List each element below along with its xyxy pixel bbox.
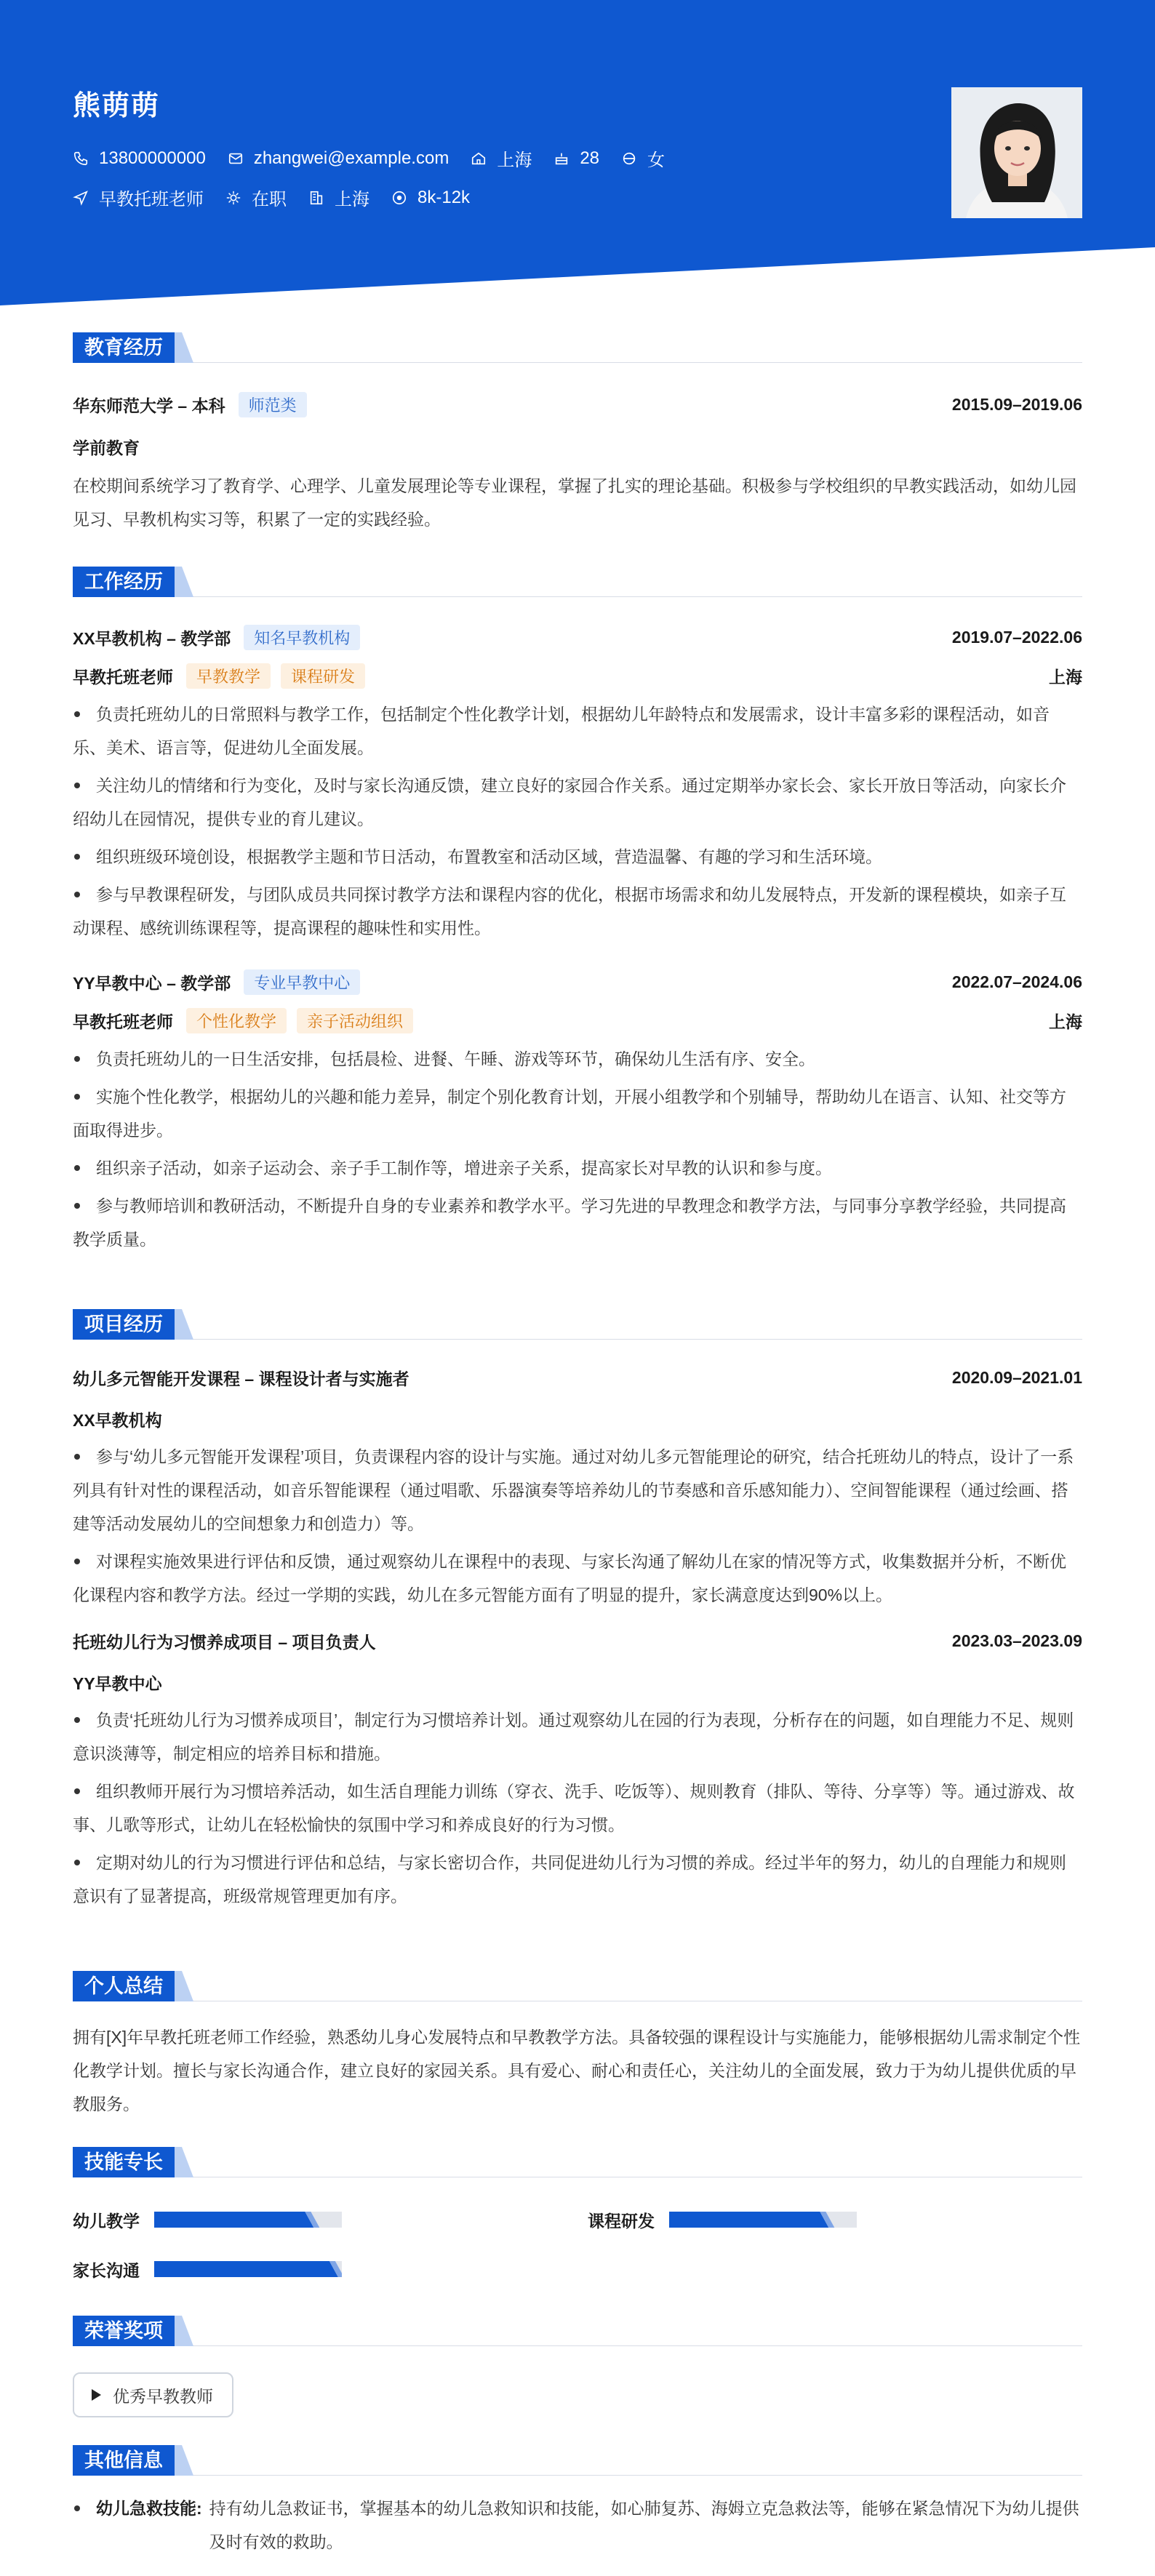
award-name: 优秀早教教师 bbox=[113, 2386, 213, 2406]
awards-section bbox=[73, 2314, 1082, 2417]
profile-photo bbox=[951, 87, 1082, 218]
list-item: 关注幼儿的情绪和行为变化，及时与家长沟通反馈，建立良好的家园合作关系。通过定期举办家长会、家长开放日等活动，向家长介绍幼儿在园情况，提供专业的育儿建议。 bbox=[73, 776, 1066, 828]
list-item: 实施个性化教学，根据幼儿的兴趣和能力差异，制定个别化教育计划，开展小组教学和个别辅导，帮助幼儿在语言、认知、社交等方面取得进步。 bbox=[73, 1087, 1066, 1140]
other-section bbox=[73, 2444, 1082, 2559]
job-target-text: 早教托班老师 bbox=[99, 190, 204, 209]
list-item: 参与早教课程研发，与团队成员共同探讨教学方法和课程内容的优化，根据市场需求和幼儿发展特点，开发新的课程模块，如亲子互动课程、感统训练课程等，提高课程的趣味性和实用性。 bbox=[73, 885, 1066, 937]
project-entry-head bbox=[73, 1629, 1082, 1653]
work-section bbox=[73, 565, 1082, 1256]
other-text: 持有幼儿急救证书，掌握基本的幼儿急救知识和技能，如心肺复苏、海姆立克急救法等，能够在紧急情况下为幼儿提供及时有效的救助。 bbox=[209, 2499, 1079, 2551]
section-divider bbox=[73, 362, 1082, 363]
project-org: XX早教机构 bbox=[73, 1411, 162, 1430]
section-divider bbox=[73, 1339, 1082, 1340]
gender-item bbox=[621, 145, 665, 171]
cake-icon bbox=[553, 151, 569, 167]
section-title-decoration bbox=[172, 2445, 198, 2476]
gender-icon bbox=[621, 151, 637, 167]
skill-name: 课程研发 bbox=[588, 2212, 655, 2231]
skill-bar bbox=[154, 2212, 342, 2228]
send-icon bbox=[73, 190, 89, 206]
section-title bbox=[73, 1308, 1082, 1340]
mail-icon bbox=[228, 151, 244, 167]
list-item: 参与‘幼儿多元智能开发课程’项目，负责课程内容的设计与实施。通过对幼儿多元智能理论的研究，结合托班幼儿的特点，设计了一系列具有针对性的课程活动，如音乐智能课程（通过唱歌、乐器演奏等培养幼儿的节奏感和音乐感知能力）、空间智能课程（通过绘画、搭建等活动发展幼儿的空间想象力和创造力）等。 bbox=[73, 1447, 1074, 1533]
skill-bar-fill bbox=[154, 2261, 338, 2277]
phone-item bbox=[73, 148, 206, 169]
skill-bar-fill bbox=[154, 2212, 313, 2228]
project-date: 2023.03–2023.09 bbox=[951, 1631, 1082, 1650]
section-title-decoration bbox=[172, 332, 198, 363]
age-item bbox=[553, 148, 599, 169]
skill-tag: 早教教学 bbox=[186, 663, 271, 689]
major-name: 学前教育 bbox=[73, 439, 140, 457]
school-badge: 师范类 bbox=[239, 392, 307, 417]
work-role-row bbox=[73, 1008, 1082, 1033]
project-bullets bbox=[73, 1440, 1082, 1612]
home-icon bbox=[471, 151, 487, 167]
status-text: 在职 bbox=[252, 190, 287, 209]
education-date: 2015.09–2019.06 bbox=[951, 395, 1082, 414]
building-icon bbox=[308, 190, 324, 206]
project-date: 2020.09–2021.01 bbox=[951, 1368, 1082, 1387]
email-text: zhangwei@example.com bbox=[253, 148, 449, 168]
resume-header bbox=[0, 0, 1155, 305]
project-bullets bbox=[73, 1703, 1082, 1913]
section-title-label: 技能专长 bbox=[73, 2147, 175, 2177]
section-title-label: 其他信息 bbox=[73, 2445, 175, 2476]
company-name: XX早教机构 – 教学部 bbox=[73, 629, 231, 648]
list-item: 负责托班幼儿的一日生活安排，包括晨检、进餐、午睡、游戏等环节，确保幼儿生活有序、安全。 bbox=[73, 1042, 1082, 1076]
section-divider bbox=[73, 2475, 1082, 2476]
gender-text: 女 bbox=[647, 151, 666, 170]
list-item: 负责‘托班幼儿行为习惯养成项目’，制定行为习惯培养计划。通过观察幼儿在园的行为表现，分析存在的问题，如自理能力不足、规则意识淡薄等，制定相应的培养目标和措施。 bbox=[73, 1711, 1074, 1763]
work-city: 上海 bbox=[1049, 1012, 1082, 1031]
list-item: 组织教师开展行为习惯培养活动，如生活自理能力训练（穿衣、洗手、吃饭等）、规则教育（排队、等待、分享等）等。通过游戏、故事、儿歌等形式，让幼儿在轻松愉快的氛围中学习和养成良好的行为习惯。 bbox=[73, 1782, 1075, 1834]
salary-item bbox=[391, 188, 470, 208]
section-title-label: 个人总结 bbox=[73, 1971, 175, 2001]
location-item bbox=[471, 145, 532, 171]
age-text: 28 bbox=[580, 148, 600, 168]
project-entry bbox=[73, 1366, 1082, 1612]
skill-bar bbox=[154, 2261, 342, 2277]
section-title bbox=[73, 2145, 1082, 2177]
contact-row bbox=[73, 145, 687, 171]
role-name: 早教托班老师 bbox=[73, 1012, 173, 1031]
work-bullets bbox=[73, 1042, 1082, 1256]
summary-section bbox=[73, 1969, 1082, 2121]
section-title-label: 教育经历 bbox=[73, 332, 175, 363]
role-name: 早教托班老师 bbox=[73, 668, 173, 687]
other-label: 幼儿急救技能: bbox=[96, 2499, 202, 2518]
section-title-label: 工作经历 bbox=[73, 567, 175, 597]
education-section bbox=[73, 331, 1082, 536]
section-title bbox=[73, 565, 1082, 597]
play-icon bbox=[92, 2389, 101, 2401]
section-title-decoration bbox=[172, 2147, 198, 2177]
list-item: 定期对幼儿的行为习惯进行评估和总结，与家长密切合作，共同促进幼儿行为习惯的养成。经过半年的努力，幼儿的自理能力和规则意识有了显著提高，班级常规管理更加有序。 bbox=[73, 1853, 1066, 1905]
work-date: 2019.07–2022.06 bbox=[951, 628, 1082, 647]
skill-tag: 个性化教学 bbox=[186, 1008, 287, 1033]
section-title-decoration bbox=[172, 2316, 198, 2346]
skill-tag: 课程研发 bbox=[281, 663, 365, 689]
school-name: 华东师范大学 – 本科 bbox=[73, 396, 225, 415]
status-item bbox=[225, 185, 287, 210]
list-item: 参与教师培训和教研活动，不断提升自身的专业素养和教学水平。学习先进的早教理念和教学方法，与同事分享教学经验，共同提高教学质量。 bbox=[73, 1196, 1066, 1249]
phone-icon bbox=[73, 151, 89, 167]
candidate-name: 熊萌萌 bbox=[73, 91, 161, 121]
work-entry bbox=[73, 969, 1082, 1256]
skill-name: 家长沟通 bbox=[73, 2261, 140, 2280]
section-title bbox=[73, 2444, 1082, 2476]
avatar-image bbox=[951, 87, 1082, 218]
education-entry-head bbox=[73, 392, 1082, 417]
work-entry-head bbox=[73, 969, 1082, 995]
skill-item bbox=[588, 2208, 655, 2232]
project-org: YY早教中心 bbox=[73, 1674, 162, 1693]
location-text: 上海 bbox=[497, 151, 532, 170]
salary-icon bbox=[391, 190, 407, 206]
section-title bbox=[73, 2314, 1082, 2346]
company-badge: 专业早教中心 bbox=[244, 969, 360, 995]
list-item: 对课程实施效果进行评估和反馈，通过观察幼儿在课程中的表现、与家长沟通了解幼儿在家的情况等方式，收集数据并分析，不断优化课程内容和教学方法。经过一学期的实践，幼儿在多元智能方面有了明显的提升，家长满意度达到90%以上。 bbox=[73, 1552, 1066, 1604]
section-divider bbox=[73, 596, 1082, 597]
company-badge: 知名早教机构 bbox=[244, 625, 360, 650]
list-item: 组织亲子活动，如亲子运动会、亲子手工制作等，增进亲子关系，提高家长对早教的认识和参与度。 bbox=[73, 1151, 1082, 1185]
section-title-label: 项目经历 bbox=[73, 1309, 175, 1340]
work-city: 上海 bbox=[1049, 668, 1082, 687]
project-title: 托班幼儿行为习惯养成项目 – 项目负责人 bbox=[73, 1633, 376, 1652]
section-title bbox=[73, 331, 1082, 363]
project-entry bbox=[73, 1629, 1082, 1913]
work-entry bbox=[73, 625, 1082, 945]
education-description: 在校期间系统学习了教育学、心理学、儿童发展理论等专业课程，掌握了扎实的理论基础。积极参与学校组织的早教实践活动，如幼儿园见习、早教机构实习等，积累了一定的实践经验。 bbox=[73, 476, 1076, 529]
section-title-decoration bbox=[172, 1971, 198, 2001]
email-item bbox=[228, 148, 449, 169]
work-entry-head bbox=[73, 625, 1082, 650]
work-role-row bbox=[73, 663, 1082, 689]
skills-section bbox=[73, 2145, 1082, 2291]
skill-item bbox=[73, 2257, 140, 2281]
job-intent-row bbox=[73, 185, 492, 210]
bullet-dot bbox=[74, 2505, 80, 2511]
other-item bbox=[73, 2492, 1082, 2559]
skill-tag: 亲子活动组织 bbox=[297, 1008, 413, 1033]
skill-bar-fill bbox=[669, 2212, 828, 2228]
skill-bar bbox=[669, 2212, 857, 2228]
skill-name: 幼儿教学 bbox=[73, 2212, 140, 2231]
phone-text: 13800000000 bbox=[99, 148, 206, 168]
target-city-text: 上海 bbox=[335, 190, 369, 209]
company-name: YY早教中心 – 教学部 bbox=[73, 974, 231, 993]
project-title: 幼儿多元智能开发课程 – 课程设计者与实施者 bbox=[73, 1369, 409, 1388]
list-item: 负责托班幼儿的日常照料与教学工作，包括制定个性化教学计划，根据幼儿年龄特点和发展需求，设计丰富多彩的课程活动，如音乐、美术、语言等，促进幼儿全面发展。 bbox=[73, 705, 1050, 757]
summary-text: 拥有[X]年早教托班老师工作经验，熟悉幼儿身心发展特点和早教教学方法。具备较强的课程设计与实施能力，能够根据幼儿需求制定个性化教学计划。擅长与家长沟通合作，建立良好的家园关系。具有爱心、耐心和责任心，关注幼儿的全面发展，致力于为幼儿提供优质的早教服务。 bbox=[73, 2028, 1081, 2113]
project-section bbox=[73, 1308, 1082, 1913]
work-date: 2022.07–2024.06 bbox=[951, 972, 1082, 991]
salary-text: 8k-12k bbox=[417, 187, 471, 207]
job-target-item bbox=[73, 185, 204, 210]
target-city-item bbox=[308, 185, 369, 210]
section-title-decoration bbox=[172, 1309, 198, 1340]
project-entry-head bbox=[73, 1366, 1082, 1390]
skill-item bbox=[73, 2208, 140, 2232]
award-chip bbox=[73, 2372, 233, 2417]
section-title-decoration bbox=[172, 567, 198, 597]
work-bullets bbox=[73, 697, 1082, 945]
section-title-label: 荣誉奖项 bbox=[73, 2316, 175, 2346]
section-divider bbox=[73, 2345, 1082, 2346]
section-title bbox=[73, 1969, 1082, 2001]
list-item: 组织班级环境创设，根据教学主题和节日活动，布置教室和活动区域，营造温馨、有趣的学习和生活环境。 bbox=[73, 840, 1082, 873]
status-icon bbox=[225, 190, 241, 206]
